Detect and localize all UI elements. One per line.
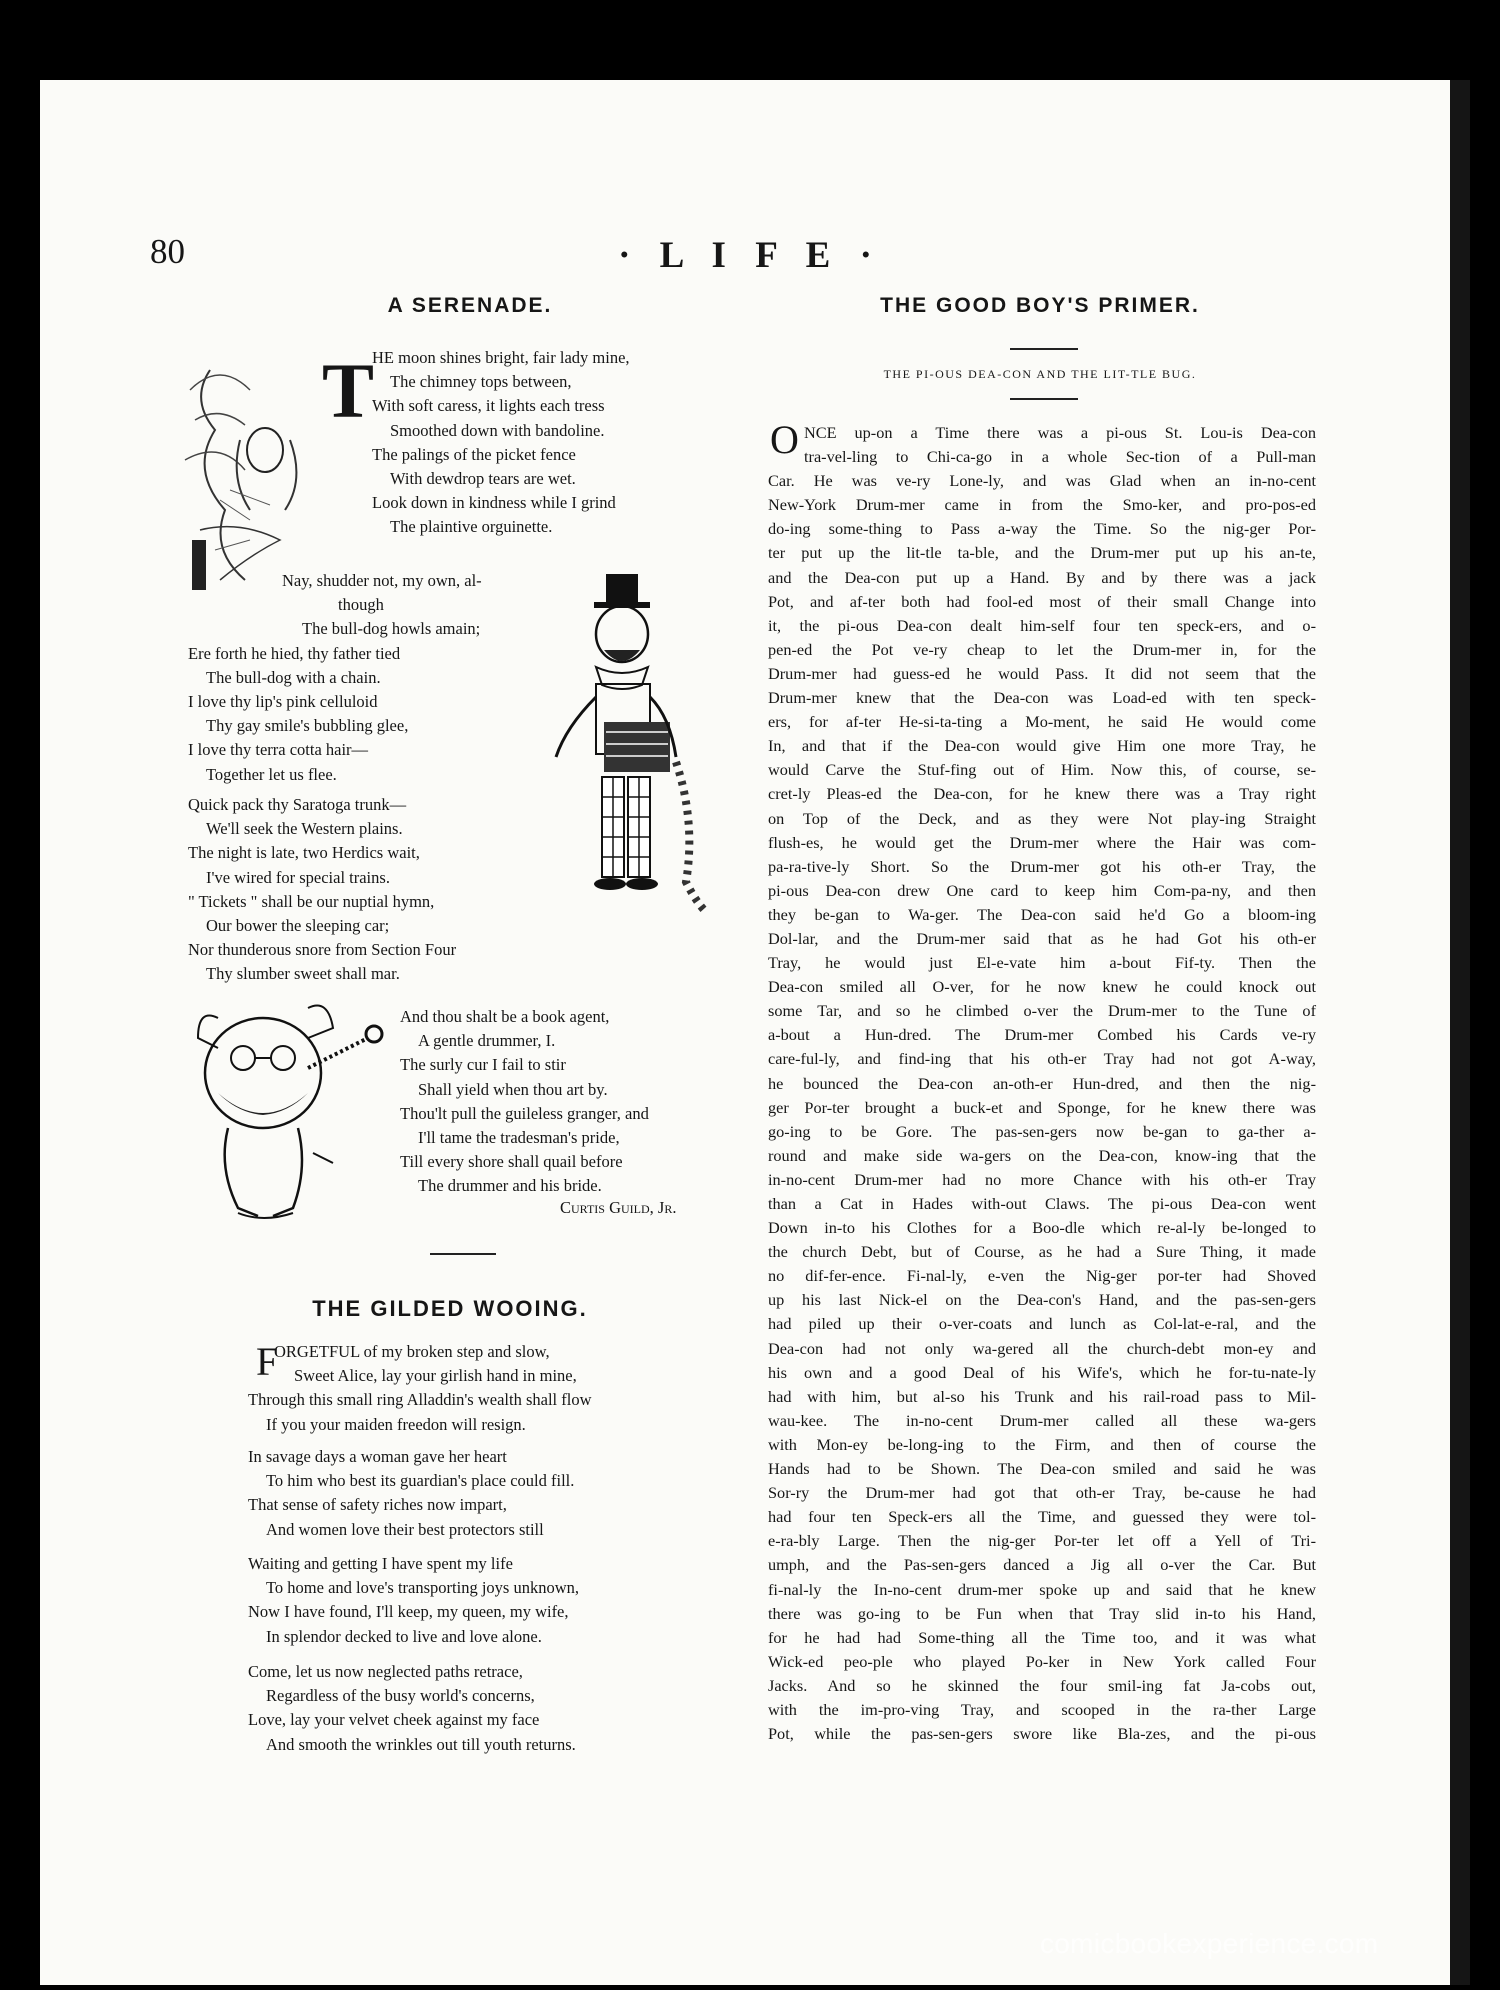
primer-line: had with him, but al-so his Trunk and his rail-road pass to Mil- [768, 1386, 1316, 1406]
gilded-stanza-4 [248, 1660, 576, 1757]
poem-line: Through this small ring Alladdin's wealth shall flow [248, 1390, 592, 1410]
primer-line: Dea-con had not only wa-gered all the church-debt mon-ey and [768, 1338, 1316, 1358]
primer-line: had piled up their o-ver-coats and lunch as Col-lat-e-ral, and the [768, 1314, 1316, 1334]
poem-line: The bull-dog howls amain; [302, 619, 481, 639]
poem-line: Our bower the sleeping car; [206, 916, 390, 936]
poem-line: In savage days a woman gave her heart [248, 1447, 507, 1466]
poem-line: Nor thunderous snore from Section Four [188, 940, 457, 960]
primer-line: pi-ous Dea-con drew One card to keep him Com-pa-ny, and then [768, 880, 1316, 900]
primer-line: a-bout a Hun-dred. The Drum-mer Combed his Cards ve-ry [768, 1025, 1316, 1045]
poem-line: If you your maiden freedon will resign. [266, 1414, 526, 1434]
primer-line: ers, for af-ter He-si-ta-ting a Mo-ment, he said He would come [768, 712, 1316, 732]
primer-line: Pot, while the pas-sen-gers swore like Bla-zes, and the pi-ous [768, 1724, 1316, 1744]
primer-line: no dif-fer-ence. Fi-nal-ly, e-ven the Nig-ger por-ter had Shoved [768, 1266, 1316, 1286]
primer-line: it, the pi-ous Dea-con dealt him-self four ten speck-ers, and o- [768, 615, 1316, 635]
primer-line: e-ra-bly Large. Then the nig-ger Por-ter let off a Yell of Tri- [768, 1531, 1316, 1551]
primer-rule-top [1010, 348, 1078, 350]
poem-line: With soft caress, it lights each tress [372, 396, 605, 416]
poem-line: Quick pack thy Saratoga trunk— [188, 795, 407, 814]
poem-line: To home and love's transporting joys unknown, [266, 1578, 579, 1598]
poem-line: The night is late, two Herdics wait, [188, 843, 420, 863]
primer-title: THE GOOD BOY'S PRIMER. [880, 294, 1200, 317]
primer-line: Drum-mer had guess-ed he would Pass. It did not seem that the [768, 663, 1316, 683]
section-divider [430, 1253, 496, 1255]
primer-line: they be-gan to Wa-ger. The Dea-con said he'd Go a bloom-ing [768, 904, 1316, 924]
primer-subtitle: THE PI-OUS DEA-CON AND THE LIT-TLE BUG. [883, 367, 1197, 381]
watermark: comicbookexperience.com [1040, 1928, 1379, 1959]
poem-line: Thy gay smile's bubbling glee, [206, 716, 409, 736]
poem-line: The chimney tops between, [390, 372, 572, 392]
primer-line: pen-ed the Pot ve-ry cheap to let the Drum-mer in, for the [768, 639, 1316, 659]
poem-author: Curtis Guild, Jr. [560, 1198, 677, 1217]
gilded-drop-cap: F [256, 1339, 279, 1384]
primer-line: than a Cat in Hades with-out Claws. The pi-ous Dea-con went [768, 1194, 1316, 1213]
primer-line: Tray, he would just El-e-vate him a-bout Fif-ty. Then the [768, 953, 1316, 973]
serenade-title: A SERENADE. [387, 294, 553, 317]
poem-line: Nay, shudder not, my own, al- [282, 571, 482, 590]
primer-line: up his last Nick-el on the Dea-con's Hand, and the pas-sen-gers [768, 1290, 1316, 1310]
page-gutter [1450, 80, 1470, 1985]
primer-line: Car. He was ve-ry Lone-ly, and was Glad when an in-no-cent [768, 471, 1316, 491]
poem-line: And women love their best protectors still [266, 1519, 544, 1539]
primer-line: he bounced the Dea-con an-oth-er Hun-dred, and then the nig- [768, 1073, 1316, 1093]
poem-line: The drummer and his bride. [418, 1176, 602, 1196]
primer-line: go-ing to be Gore. The pas-sen-gers now be-gan to ga-ther a- [768, 1121, 1316, 1141]
primer-line: with Mon-ey be-long-ing to the Firm, and then of course the [768, 1434, 1316, 1454]
poem-line: I've wired for special trains. [206, 867, 390, 887]
poem-line: Regardless of the busy world's concerns, [266, 1686, 535, 1706]
primer-line: pa-ra-tive-ly Short. So the Drum-mer got his oth-er Tray, the [768, 856, 1316, 876]
poem-line: Sweet Alice, lay your girlish hand in mine, [294, 1366, 577, 1386]
primer-line: Dol-lar, and the Drum-mer said that as he had Got his oth-er [768, 928, 1316, 948]
primer-line: Sor-ry the Drum-mer had got that oth-er Tray, be-cause he had [768, 1483, 1316, 1503]
serenade-stanza-2 [188, 569, 482, 787]
poem-line: The palings of the picket fence [372, 444, 576, 464]
poem-line: I love thy terra cotta hair— [188, 740, 369, 760]
poem-line: I'll tame the tradesman's pride, [418, 1128, 620, 1148]
primer-line: New-York Drum-mer came in from the Smo-ker, and pro-pos-ed [768, 495, 1316, 515]
primer-line: flush-es, he would get the Drum-mer where the Hair was com- [768, 832, 1316, 852]
poem-line: And smooth the wrinkles out till youth returns. [266, 1734, 576, 1754]
primer-line: fi-nal-ly the In-no-cent drum-mer spoke up and said that he knew [768, 1579, 1316, 1599]
primer-line: do-ing some-thing to Pass a-way the Time. So the nig-ger Por- [768, 519, 1316, 539]
gilded-stanza-1 [248, 1340, 591, 1437]
poem-line: Thou'lt pull the guileless granger, and [400, 1103, 649, 1123]
masthead-title: · L I F E · [618, 235, 882, 276]
serenade-stanza-3 [188, 793, 456, 987]
primer-line: had four ten Speck-ers all the Time, and guessed they were tol- [768, 1507, 1316, 1527]
poem-line: Shall yield when thou art by. [418, 1079, 608, 1099]
poem-line: Look down in kindness while I grind [372, 493, 616, 513]
primer-line: some Tar, and so he climbed o-ver the Drum-mer to the Tune of [768, 1001, 1316, 1021]
primer-line: NCE up-on a Time there was a pi-ous St. Lou-is Dea-con [804, 423, 1316, 442]
primer-line: Pot, and af-ter both had fool-ed most of their small Change into [768, 591, 1316, 611]
primer-line: cret-ly Pleas-ed the Dea-con, for he knew there was a Tray right [768, 784, 1316, 804]
primer-line: with the im-pro-ving Tray, and scooped in the ra-ther Large [768, 1699, 1316, 1719]
primer-line: Hands had to be Shown. The Dea-con smiled and said he was [768, 1459, 1316, 1479]
poem-line: " Tickets " shall be our nuptial hymn, [188, 891, 435, 911]
primer-line: for he had had Some-thing all the Time too, and it was what [768, 1627, 1316, 1647]
primer-line: Drum-mer knew that the Dea-con was Load-ed with ten speck- [768, 688, 1316, 708]
poem-line: The bull-dog with a chain. [206, 667, 381, 687]
page-number: 80 [150, 232, 185, 271]
poem-line: Together let us flee. [206, 764, 337, 784]
primer-line: care-ful-ly, and find-ing that his oth-er Tray had not got A-way, [768, 1049, 1316, 1069]
primer-line: in-no-cent Drum-mer had no more Chance with his oth-er Tray [768, 1169, 1316, 1189]
poem-line: Till every shore shall quail before [400, 1152, 623, 1172]
poem-line: To him who best its guardian's place could fill. [266, 1471, 575, 1491]
poem-line: ORGETFUL of my broken step and slow, [274, 1342, 550, 1361]
primer-line: wau-kee. The in-no-cent Drum-mer called all these wa-gers [768, 1410, 1316, 1430]
primer-line: In, and that if the Dea-con would give Him one more Tray, he [768, 736, 1316, 756]
poem-line: Love, lay your velvet cheek against my face [248, 1710, 540, 1730]
poem-line: Thy slumber sweet shall mar. [206, 964, 400, 984]
poem-line: We'll seek the Western plains. [206, 819, 403, 839]
poem-line: And thou shalt be a book agent, [400, 1007, 610, 1026]
bulldog-illustration [188, 998, 398, 1238]
primer-line: tra-vel-ling to Chi-ca-go in a whole Sec-tion of a Pull-man [804, 447, 1316, 467]
gilded-stanza-3 [248, 1552, 579, 1649]
primer-line: and the Dea-con put up a Hand. By and by there was a jack [768, 567, 1316, 587]
poem-line: I love thy lip's pink celluloid [188, 692, 378, 712]
primer-line: umph, and the Pas-sen-gers danced a Jig all o-ver the Car. But [768, 1555, 1316, 1575]
primer-line: Down in-to his Clothes for a Boo-dle which re-al-ly be-longed to [768, 1218, 1316, 1238]
gilded-stanza-2 [248, 1445, 574, 1542]
primer-line: Dea-con smiled all O-ver, for he now knew he could knock out [768, 977, 1316, 997]
primer-line: there was go-ing to be Fun when that Tray slid in-to his Hand, [768, 1603, 1316, 1623]
serenade-stanza-4 [400, 1005, 649, 1199]
poem-line: A gentle drummer, I. [418, 1031, 556, 1051]
poem-line: Waiting and getting I have spent my life [248, 1554, 513, 1573]
primer-drop-cap: O [770, 417, 799, 462]
primer-line: round and make side wa-gers on the Dea-con, know-ing that the [768, 1145, 1316, 1165]
primer-line: the church Debt, but of Course, as he had a Sure Thing, it made [768, 1242, 1316, 1262]
primer-line: his own and a good Deal of his Wife's, which he for-tu-nate-ly [768, 1362, 1316, 1382]
poem-line: Now I have found, I'll keep, my queen, my wife, [248, 1602, 569, 1622]
serenade-stanza-1 [372, 346, 630, 540]
gilded-wooing-title: THE GILDED WOOING. [312, 1296, 588, 1321]
primer-line: would Carve the Stuf-fing out of Him. Now this, of course, se- [768, 760, 1316, 780]
primer-line: ter put up the lit-tle ta-ble, and the Drum-mer put up his an-te, [768, 543, 1316, 563]
primer-line: ger Por-ter brought a buck-et and Sponge, for he knew there was [768, 1097, 1316, 1117]
primer-line: Jacks. And so he skinned the four smil-ing fat Ja-cobs out, [768, 1675, 1316, 1695]
poem-line: That sense of safety riches now impart, [248, 1495, 507, 1515]
poem-line: Smoothed down with bandoline. [390, 420, 605, 440]
primer-line: on Top of the Deck, and as they were Not play-ing Straight [768, 808, 1316, 828]
poem-line: With dewdrop tears are wet. [390, 469, 576, 489]
poem-line: Come, let us now neglected paths retrace, [248, 1662, 523, 1681]
poem-line: though [338, 595, 384, 615]
poem-line: HE moon shines bright, fair lady mine, [372, 348, 630, 367]
poem-line: In splendor decked to live and love alone. [266, 1626, 542, 1646]
drummer-illustration [548, 572, 728, 922]
poem-line: The surly cur I fail to stir [400, 1055, 566, 1075]
serenade-drop-cap: T [322, 347, 375, 434]
primer-line: Wick-ed peo-ple who played Po-ker in New York called Four [768, 1651, 1316, 1671]
primer-body [768, 417, 1316, 1746]
primer-rule-bottom [1010, 398, 1078, 400]
poem-line: The plaintive orguinette. [390, 517, 553, 537]
poem-line: Ere forth he hied, thy father tied [188, 643, 401, 663]
